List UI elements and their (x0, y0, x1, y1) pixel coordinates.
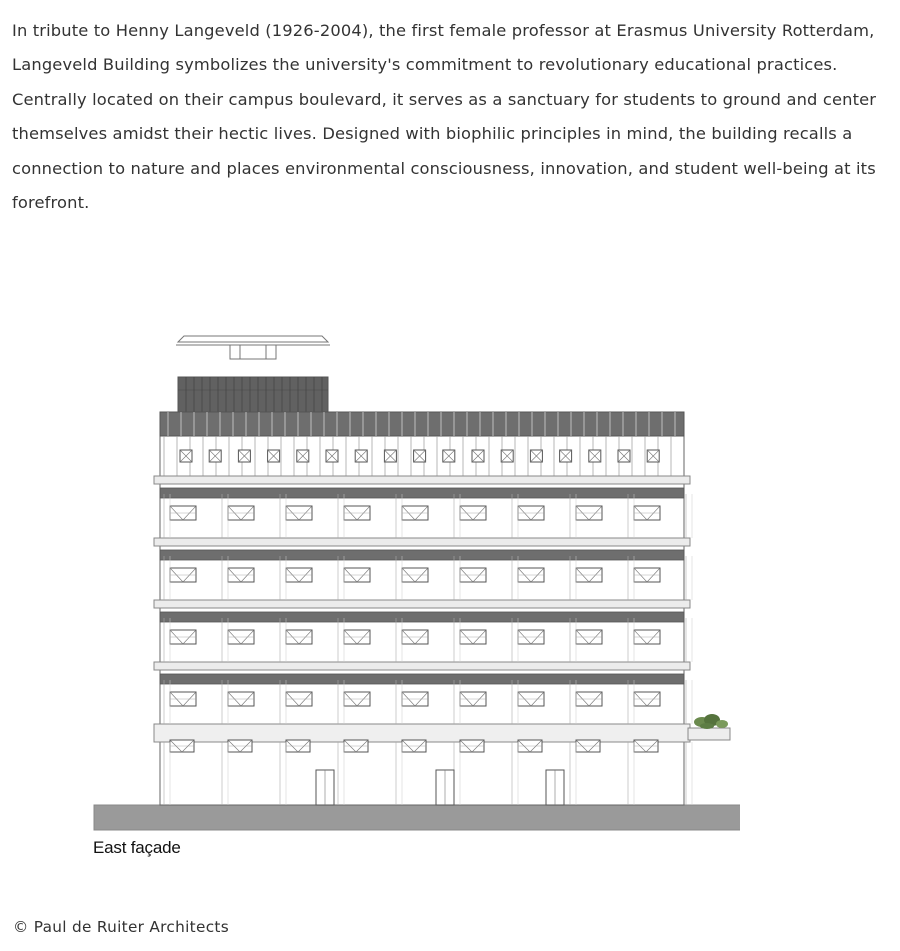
intro-paragraph: In tribute to Henny Langeveld (1926-2004), the first female professor at Erasmus University Rotterdam, Langeveld Building symbolizes the university's commitment to revolutionary educational practices. Centrally located on their campus boulevard, it serves as a sanctuary for students to ground and center themselves amidst their hectic lives. Designed with biophilic principles in mind, the building recalls a connection to nature and places environmental consciousness, innovation, and student well-being at its forefront. (12, 21, 877, 213)
building-body (154, 412, 692, 805)
figure-caption: East façade (93, 838, 181, 857)
rooftop-pavilion (176, 336, 330, 412)
photo-credit: © Paul de Ruiter Architects (13, 918, 229, 936)
planter (688, 714, 730, 740)
facade-elevation-svg (90, 330, 740, 835)
east-facade-drawing (90, 330, 740, 835)
ground-plinth (94, 805, 740, 830)
